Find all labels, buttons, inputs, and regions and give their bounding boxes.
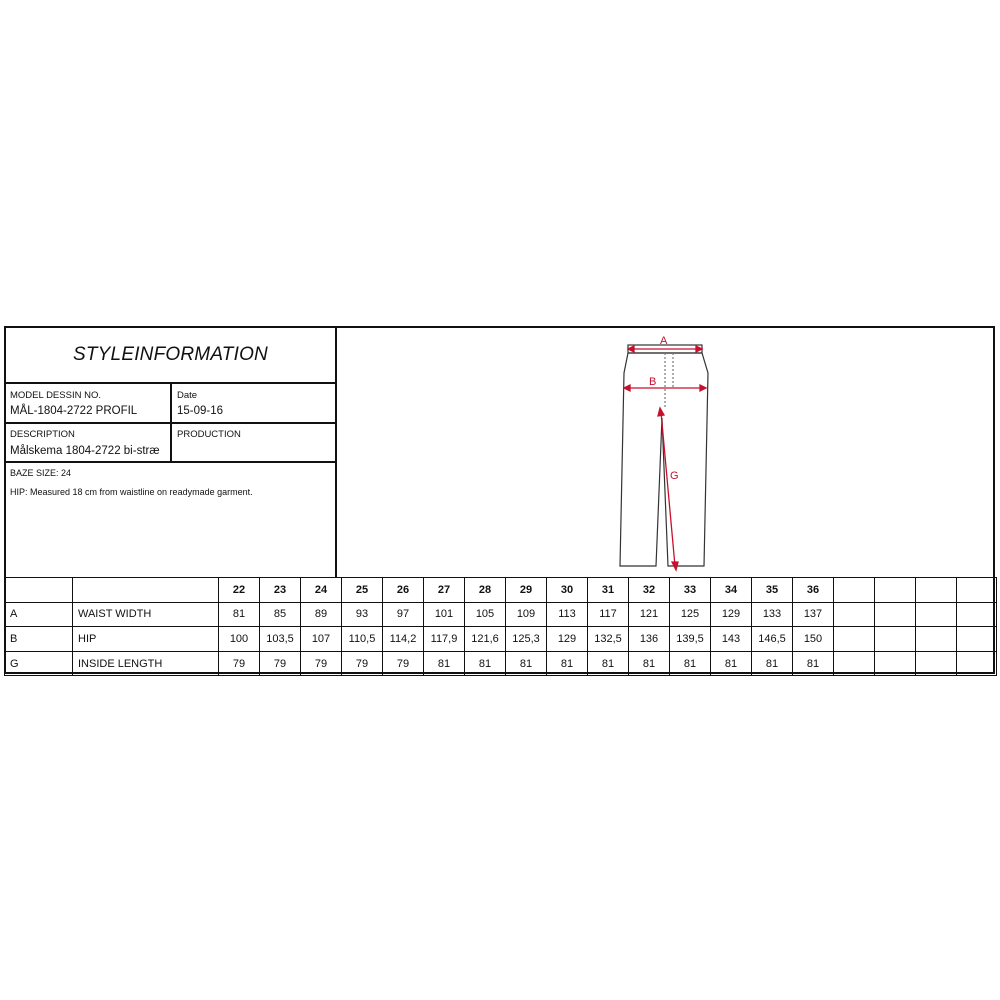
arrow-head xyxy=(628,346,634,352)
arrow-head xyxy=(700,385,706,391)
measure-value-cell: 129 xyxy=(547,627,588,652)
table-row xyxy=(5,627,997,652)
measure-value-cell: 114,2 xyxy=(383,627,424,652)
trousers-diagram xyxy=(600,328,740,576)
measure-value-cell xyxy=(957,651,997,676)
measure-value-cell xyxy=(957,627,997,652)
arrow-head xyxy=(624,385,630,391)
measure-value-cell: 79 xyxy=(219,651,260,676)
size-header-cell: 24 xyxy=(301,578,342,603)
table-row xyxy=(5,602,997,627)
measure-value-cell xyxy=(875,651,916,676)
size-header-cell: 25 xyxy=(342,578,383,603)
measure-value-cell: 103,5 xyxy=(260,627,301,652)
size-header-row xyxy=(5,578,997,603)
size-header-cell xyxy=(957,578,997,603)
measure-value-cell: 79 xyxy=(260,651,301,676)
measure-value-cell: 97 xyxy=(383,602,424,627)
measure-value-cell: 146,5 xyxy=(752,627,793,652)
divider xyxy=(170,382,172,463)
page-title: STYLEINFORMATION xyxy=(73,344,268,365)
size-header-cell: 28 xyxy=(465,578,506,603)
measure-value-cell: 100 xyxy=(219,627,260,652)
measure-value-cell: 81 xyxy=(424,651,465,676)
measure-value-cell: 113 xyxy=(547,602,588,627)
measure-code-cell: A xyxy=(5,602,73,627)
measure-value-cell: 81 xyxy=(465,651,506,676)
measure-value-cell: 125,3 xyxy=(506,627,547,652)
size-header-cell: 26 xyxy=(383,578,424,603)
measure-value-cell: 125 xyxy=(670,602,711,627)
measure-value-cell: 110,5 xyxy=(342,627,383,652)
header-blank-cell xyxy=(5,578,73,603)
measure-lines xyxy=(624,346,706,570)
measure-value-cell xyxy=(834,651,875,676)
table-row xyxy=(5,651,997,676)
measure-value-cell xyxy=(834,602,875,627)
size-header-cell: 35 xyxy=(752,578,793,603)
size-header-cell: 33 xyxy=(670,578,711,603)
measure-code-cell: G xyxy=(5,651,73,676)
measure-value-cell: 81 xyxy=(506,651,547,676)
date-value: 15-09-16 xyxy=(177,405,224,417)
measure-value-cell: 133 xyxy=(752,602,793,627)
measure-value-cell: 137 xyxy=(793,602,834,627)
measure-value-cell: 81 xyxy=(670,651,711,676)
measure-value-cell: 89 xyxy=(301,602,342,627)
header-blank-cell xyxy=(73,578,219,603)
measure-value-cell: 81 xyxy=(711,651,752,676)
hip-note: HIP: Measured 18 cm from waistline on readymade garment. xyxy=(10,487,253,497)
measure-value-cell xyxy=(916,651,957,676)
description-value: Målskema 1804-2722 bi-stræ xyxy=(10,445,160,457)
base-size-note: BAZE SIZE: 24 xyxy=(10,468,72,478)
measure-value-cell: 81 xyxy=(752,651,793,676)
measure-value-cell: 81 xyxy=(588,651,629,676)
measure-name-cell: WAIST WIDTH xyxy=(73,602,219,627)
measure-value-cell: 79 xyxy=(383,651,424,676)
measure-name-cell: HIP xyxy=(73,627,219,652)
measure-value-cell: 121,6 xyxy=(465,627,506,652)
size-header-cell xyxy=(916,578,957,603)
measure-value-cell: 93 xyxy=(342,602,383,627)
measure-value-cell: 85 xyxy=(260,602,301,627)
size-header-cell: 31 xyxy=(588,578,629,603)
measurement-table xyxy=(4,577,997,676)
measure-value-cell: 143 xyxy=(711,627,752,652)
size-header-cell: 23 xyxy=(260,578,301,603)
measure-value-cell: 132,5 xyxy=(588,627,629,652)
measure-label-g: G xyxy=(670,470,679,482)
description-label: DESCRIPTION xyxy=(10,429,75,440)
production-label: PRODUCTION xyxy=(177,429,241,440)
arrow-head xyxy=(696,346,702,352)
measure-value-cell: 79 xyxy=(342,651,383,676)
measure-label-b: B xyxy=(649,376,657,388)
date-label: Date xyxy=(177,390,198,401)
measure-value-cell xyxy=(875,627,916,652)
measure-value-cell xyxy=(957,602,997,627)
measure-value-cell xyxy=(916,627,957,652)
measure-value-cell xyxy=(916,602,957,627)
trousers-icon xyxy=(620,345,708,566)
measure-value-cell xyxy=(834,627,875,652)
measure-value-cell: 81 xyxy=(629,651,670,676)
measure-code-cell: B xyxy=(5,627,73,652)
size-header-cell xyxy=(875,578,916,603)
arrow-head xyxy=(658,408,664,416)
size-header-cell xyxy=(834,578,875,603)
size-header-cell: 34 xyxy=(711,578,752,603)
measure-value-cell: 81 xyxy=(793,651,834,676)
measure-name-cell: INSIDE LENGTH xyxy=(73,651,219,676)
measure-value-cell: 79 xyxy=(301,651,342,676)
measure-value-cell: 81 xyxy=(547,651,588,676)
size-header-cell: 29 xyxy=(506,578,547,603)
size-header-cell: 36 xyxy=(793,578,834,603)
measure-value-cell: 117 xyxy=(588,602,629,627)
size-header-cell: 32 xyxy=(629,578,670,603)
measure-value-cell: 105 xyxy=(465,602,506,627)
measure-value-cell: 117,9 xyxy=(424,627,465,652)
measure-value-cell: 107 xyxy=(301,627,342,652)
model-label: MODEL DESSIN NO. xyxy=(10,390,101,401)
measure-value-cell: 129 xyxy=(711,602,752,627)
size-header-cell: 30 xyxy=(547,578,588,603)
size-header-cell: 27 xyxy=(424,578,465,603)
divider xyxy=(335,326,337,578)
inseam-measure-line xyxy=(661,412,675,566)
measure-value-cell: 121 xyxy=(629,602,670,627)
measure-value-cell xyxy=(875,602,916,627)
measure-value-cell: 101 xyxy=(424,602,465,627)
size-header-cell: 22 xyxy=(219,578,260,603)
measure-value-cell: 139,5 xyxy=(670,627,711,652)
model-value: MÅL-1804-2722 PROFIL xyxy=(10,405,138,417)
measure-value-cell: 136 xyxy=(629,627,670,652)
measure-label-a: A xyxy=(660,335,668,347)
measure-value-cell: 109 xyxy=(506,602,547,627)
trousers-outline xyxy=(620,353,708,566)
measure-value-cell: 150 xyxy=(793,627,834,652)
measure-value-cell: 81 xyxy=(219,602,260,627)
